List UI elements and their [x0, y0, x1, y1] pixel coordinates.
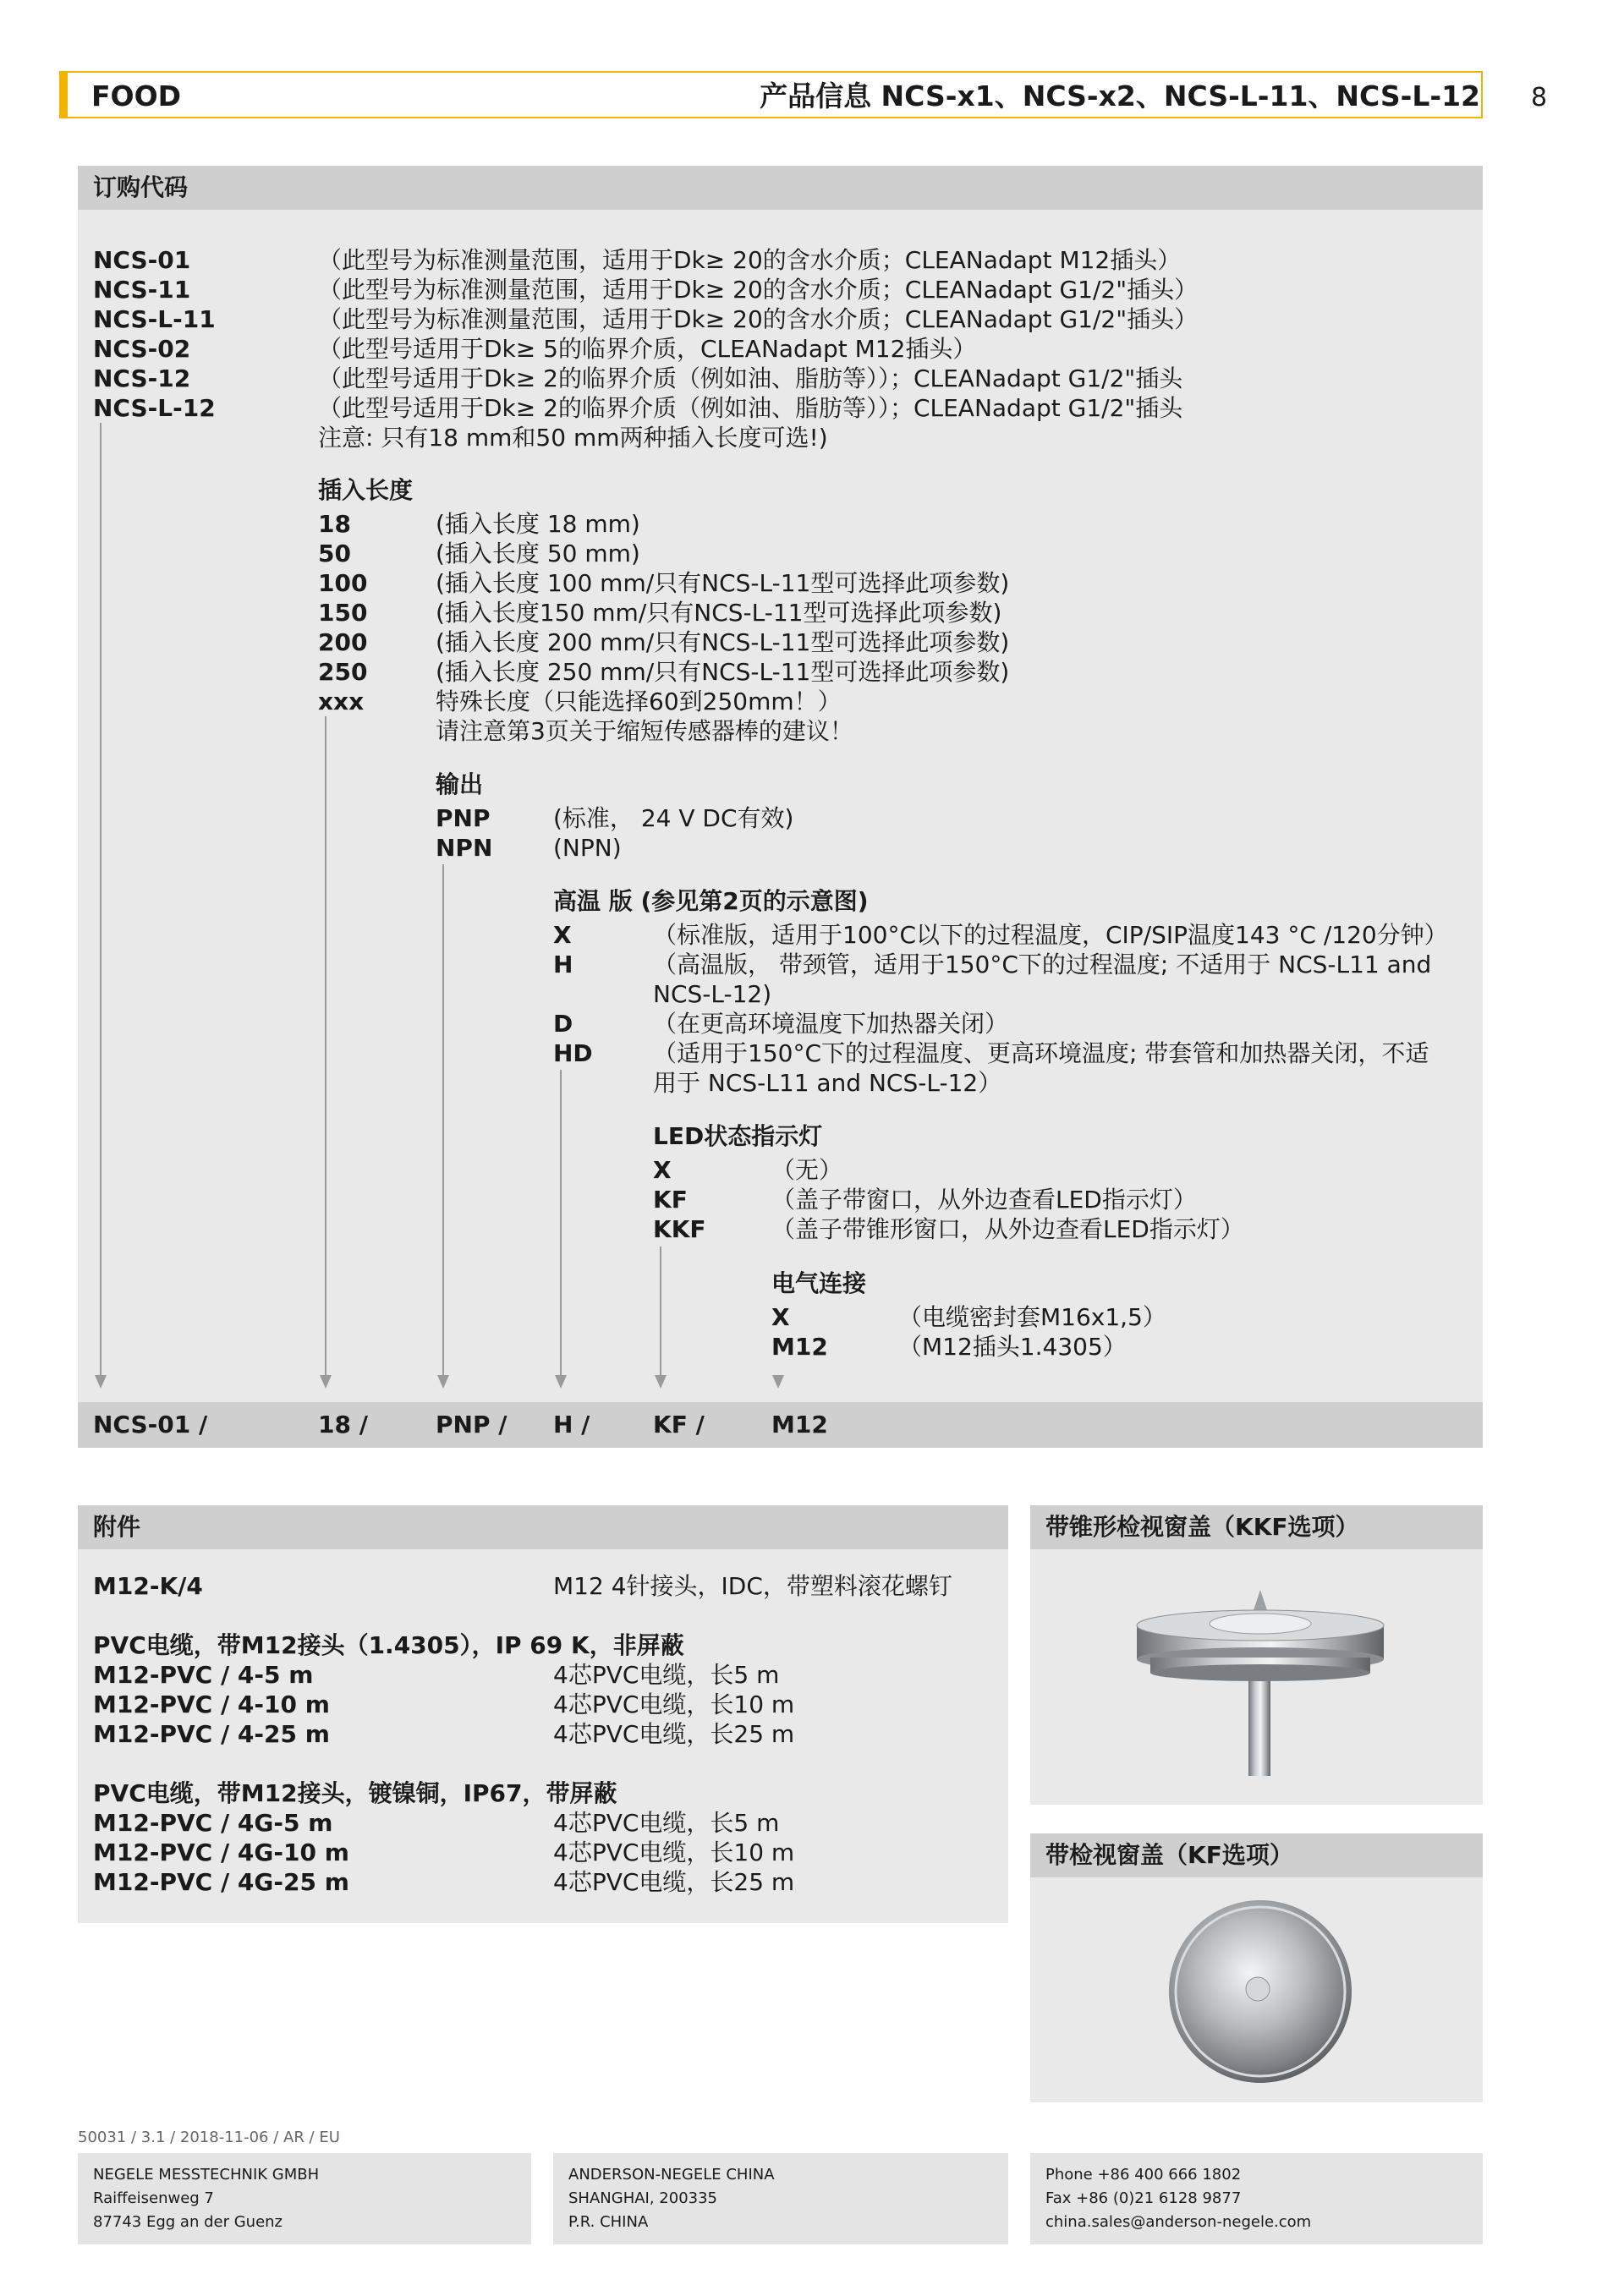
model-desc: （此型号为标准测量范围，适用于Dk≥ 20的含水介质；CLEANadapt G1/2"插头）: [318, 276, 1199, 304]
high-temp-desc: （高温版， 带颈管，适用于150°C下的过程温度; 不适用于 NCS-L11 and: [653, 951, 1432, 978]
accessory-desc: 4芯PVC电缆，长25 m: [553, 1868, 795, 1896]
down-arrow-icon: [437, 1375, 449, 1389]
insertion-desc: (插入长度150 mm/只有NCS-L-11型可选择此项参数): [436, 599, 1002, 627]
accessory-group-title: PVC电缆，带M12接头，镀镍铜，IP67，带屏蔽: [93, 1779, 617, 1807]
insertion-desc: (插入长度 250 mm/只有NCS-L-11型可选择此项参数): [436, 658, 1010, 686]
accessory-code: M12-PVC / 4-5 m: [93, 1661, 314, 1689]
led-code: KKF: [653, 1215, 706, 1243]
order-code-title: 订购代码: [93, 173, 189, 201]
accessory-group-title: PVC电缆，带M12接头（1.4305），IP 69 K，非屏蔽: [93, 1631, 684, 1659]
down-arrow-icon: [555, 1375, 567, 1389]
insertion-desc: (插入长度 200 mm/只有NCS-L-11型可选择此项参数): [436, 628, 1010, 656]
kf-cover-image: [1163, 1894, 1358, 2089]
model-note: 注意: 只有18 mm和50 mm两种插入长度可选!): [318, 424, 828, 452]
order-code-header: [78, 166, 1483, 210]
accessory-code: M12-PVC / 4-25 m: [93, 1720, 330, 1748]
high-temp-code: X: [553, 921, 572, 949]
model-code: NCS-L-11: [93, 305, 216, 333]
insertion-code: xxx: [318, 688, 365, 715]
guide-line: [442, 864, 444, 1377]
high-temp-code: HD: [553, 1039, 593, 1067]
insertion-code: 200: [318, 628, 368, 656]
down-arrow-icon: [95, 1375, 107, 1389]
footer-line: 87743 Egg an der Guenz: [93, 2213, 283, 2231]
high-temp-desc-cont: 用于 NCS-L11 and NCS-L-12）: [653, 1069, 1002, 1097]
example-part-output: PNP /: [436, 1411, 508, 1438]
guide-line: [100, 423, 102, 1377]
down-arrow-icon: [655, 1375, 667, 1389]
guide-line: [660, 1247, 661, 1377]
kkf-cover-title: 带锥形检视窗盖（KKF选项）: [1045, 1513, 1359, 1541]
example-part-led: KF /: [653, 1411, 705, 1438]
model-code: NCS-L-12: [93, 394, 216, 422]
footer-contact: [1030, 2153, 1483, 2244]
kf-cover-title: 带检视窗盖（KF选项）: [1045, 1841, 1293, 1869]
model-desc: （此型号适用于Dk≥ 2的临界介质（例如油、脂肪等））；CLEANadapt G1/2"插头: [318, 364, 1183, 392]
guide-line: [325, 716, 326, 1377]
header-section-label: FOOD: [91, 79, 182, 112]
model-code: NCS-12: [93, 364, 191, 392]
insertion-note: 请注意第3页关于缩短传感器棒的建议！: [436, 717, 853, 745]
electrical-desc: （电缆密封套M16x1,5）: [898, 1303, 1166, 1331]
led-code: KF: [653, 1186, 688, 1214]
high-temp-code: D: [553, 1010, 573, 1038]
model-desc: （此型号适用于Dk≥ 2的临界介质（例如油、脂肪等））；CLEANadapt G1/2"插头: [318, 394, 1183, 422]
led-desc: （盖子带窗口，从外边查看LED指示灯）: [771, 1186, 1197, 1214]
document-reference: 50031 / 3.1 / 2018-11-06 / AR / EU: [78, 2129, 340, 2146]
insertion-code: 250: [318, 658, 368, 686]
accessory-code: M12-PVC / 4G-25 m: [93, 1868, 349, 1896]
footer-line: NEGELE MESSTECHNIK GMBH: [93, 2166, 320, 2184]
led-desc: （盖子带锥形窗口，从外边查看LED指示灯）: [771, 1215, 1244, 1243]
down-arrow-icon: [320, 1375, 332, 1389]
model-desc: （此型号为标准测量范围，适用于Dk≥ 20的含水介质；CLEANadapt M12插头）: [318, 246, 1182, 274]
high-temp-code: H: [553, 951, 573, 978]
footer-fax: Fax +86 (0)21 6128 9877: [1045, 2189, 1242, 2207]
accessory-code: M12-K/4: [93, 1572, 203, 1600]
footer-line: ANDERSON-NEGELE CHINA: [568, 2166, 775, 2184]
accessory-code: M12-PVC / 4G-5 m: [93, 1809, 333, 1837]
output-desc: (标准， 24 V DC有效): [553, 804, 794, 832]
accessories-header: [78, 1505, 1008, 1549]
led-desc: （无）: [771, 1156, 843, 1184]
accessory-desc: 4芯PVC电缆，长5 m: [553, 1809, 780, 1837]
footer-phone: Phone +86 400 666 1802: [1045, 2166, 1242, 2184]
electrical-desc: （M12插头1.4305）: [898, 1333, 1127, 1361]
accessory-desc: 4芯PVC电缆，长10 m: [553, 1838, 795, 1866]
footer-address-china: [553, 2153, 1008, 2244]
footer-line: P.R. CHINA: [568, 2213, 649, 2231]
insertion-code: 150: [318, 599, 368, 627]
output-title: 输出: [436, 770, 484, 798]
accessory-desc: M12 4针接头，IDC，带塑料滚花螺钉: [553, 1572, 952, 1600]
model-code: NCS-01: [93, 246, 191, 274]
down-arrow-icon: [772, 1375, 784, 1389]
accessory-code: M12-PVC / 4-10 m: [93, 1690, 330, 1718]
output-code: PNP: [436, 804, 491, 832]
model-code: NCS-11: [93, 276, 191, 304]
insertion-title: 插入长度: [318, 476, 414, 504]
electrical-code: X: [771, 1303, 790, 1331]
accessory-desc: 4芯PVC电缆，长10 m: [553, 1690, 795, 1718]
accessory-desc: 4芯PVC电缆，长5 m: [553, 1661, 780, 1689]
footer-email[interactable]: china.sales@anderson-negele.com: [1045, 2213, 1312, 2231]
example-part-temp: H /: [553, 1411, 590, 1438]
guide-line: [560, 1070, 562, 1377]
example-part-model: NCS-01 /: [93, 1411, 208, 1438]
kkf-cover-image: [1133, 1581, 1387, 1784]
led-code: X: [653, 1156, 672, 1184]
accessories-title: 附件: [93, 1513, 141, 1541]
insertion-code: 100: [318, 569, 368, 597]
output-code: NPN: [436, 834, 493, 862]
accessory-code: M12-PVC / 4G-10 m: [93, 1838, 349, 1866]
high-temp-title: 高温 版 (参见第2页的示意图): [553, 887, 869, 915]
electrical-code: M12: [771, 1333, 828, 1361]
led-title: LED状态指示灯: [653, 1122, 823, 1150]
footer-line: Raiffeisenweg 7: [93, 2189, 214, 2207]
insertion-code: 50: [318, 540, 351, 567]
footer-line: SHANGHAI, 200335: [568, 2189, 718, 2207]
output-desc: (NPN): [553, 834, 622, 862]
high-temp-desc: （适用于150°C下的过程温度、更高环境温度; 带套管和加热器关闭，不适: [653, 1039, 1429, 1067]
high-temp-desc-cont: NCS-L-12): [653, 980, 772, 1008]
example-part-length: 18 /: [318, 1411, 368, 1438]
accessory-desc: 4芯PVC电缆，长25 m: [553, 1720, 795, 1748]
model-desc: （此型号适用于Dk≥ 5的临界介质，CLEANadapt M12插头）: [318, 335, 977, 363]
header-product-title: 产品信息 NCS-x1、NCS-x2、NCS-L-11、NCS-L-12: [760, 79, 1480, 112]
insertion-desc: (插入长度 50 mm): [436, 540, 640, 567]
model-desc: （此型号为标准测量范围，适用于Dk≥ 20的含水介质；CLEANadapt G1/2"插头）: [318, 305, 1199, 333]
footer-address-germany: [78, 2153, 531, 2244]
insertion-code: 18: [318, 510, 351, 538]
example-part-electrical: M12: [771, 1411, 828, 1438]
insertion-desc: (插入长度 100 mm/只有NCS-L-11型可选择此项参数): [436, 569, 1010, 597]
electrical-title: 电气连接: [771, 1269, 867, 1297]
page-number: 8: [1531, 83, 1548, 112]
insertion-desc: 特殊长度（只能选择60到250mm！）: [436, 688, 842, 715]
high-temp-desc: （在更高环境温度下加热器关闭）: [653, 1010, 1009, 1038]
insertion-desc: (插入长度 18 mm): [436, 510, 640, 538]
model-code: NCS-02: [93, 335, 191, 363]
high-temp-desc: （标准版，适用于100°C以下的过程温度，CIP/SIP温度143 °C /120分钟）: [653, 921, 1448, 949]
